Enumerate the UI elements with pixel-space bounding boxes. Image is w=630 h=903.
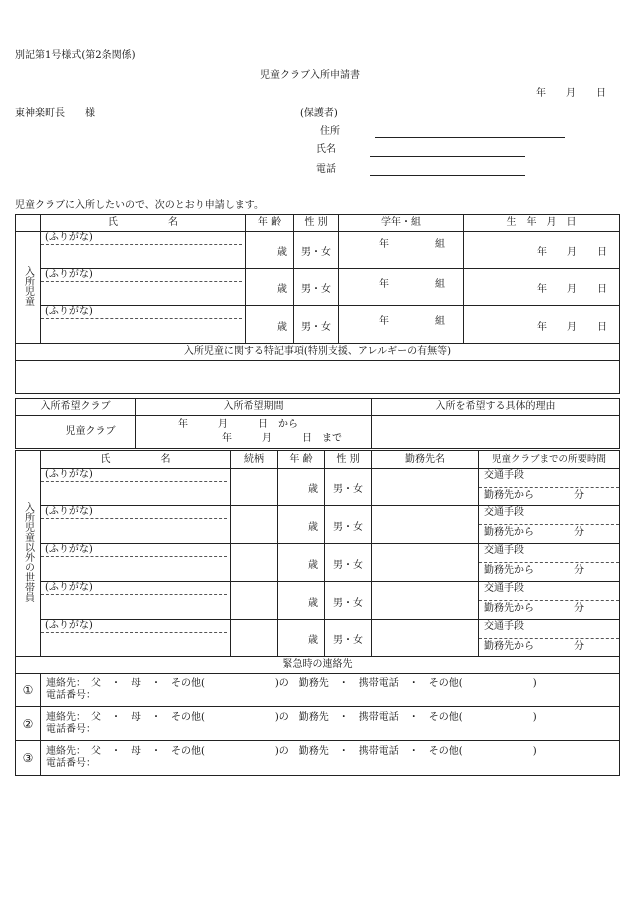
emergency-number: ② [16,707,41,741]
child-age[interactable]: 歳 [246,232,294,269]
child-name-cell[interactable]: (ふりがな) [41,232,246,269]
col-header-club: 入所希望クラブ [16,399,136,416]
emergency-number: ① [16,674,41,707]
member-relation[interactable] [231,620,278,657]
section-label-household: 入所児童以外の世帯員 [16,451,41,657]
child-sex[interactable]: 男・女 [294,269,339,306]
period-table [15,398,620,449]
member-workplace[interactable] [372,620,479,657]
child-birthdate[interactable]: 年 月 日 [464,232,620,269]
member-age[interactable]: 歳 [278,506,325,544]
member-relation[interactable] [231,544,278,582]
phone-label: 電話 [316,164,336,175]
intro-text: 児童クラブに入所したいので、次のとおり申請します。 [15,200,264,211]
member-name-cell[interactable]: (ふりがな) [41,582,231,620]
child-birthdate[interactable]: 年 月 日 [464,269,620,306]
name-label: 氏名 [316,144,336,155]
household-table [15,450,620,776]
member-travel-time[interactable]: 交通手段 勤務先から 分 [479,582,620,620]
child-grade[interactable]: 年 組 [339,269,464,306]
member-sex[interactable]: 男・女 [325,582,372,620]
col-header-sex: 性 別 [294,215,339,232]
child-age[interactable]: 歳 [246,306,294,344]
member-travel-time[interactable]: 交通手段 勤務先から 分 [479,506,620,544]
emergency-contact-line: 連絡先： 父 ・ 母 ・ その他( )の 勤務先 ・ 携帯電話 ・ その他( ) [46,711,537,723]
name-field[interactable] [370,156,525,157]
phone-field[interactable] [370,175,525,176]
col-header-relation: 続柄 [231,451,278,469]
emergency-contact-line: 連絡先： 父 ・ 母 ・ その他( )の 勤務先 ・ 携帯電話 ・ その他( ) [46,746,537,757]
col-header-period: 入所希望期間 [136,399,372,416]
period-field[interactable]: 年 月 日 から 年 月 日 まで [136,416,372,449]
member-sex[interactable]: 男・女 [325,506,372,544]
member-age[interactable]: 歳 [278,544,325,582]
member-travel-time[interactable]: 交通手段 勤務先から 分 [479,544,620,582]
col-header-member-name: 氏 名 [41,451,231,469]
emergency-phone-label: 電話番号： [46,723,96,735]
emergency-phone-label: 電話番号： [46,690,96,701]
form-reference: 別記第1号様式(第2条関係) [15,50,136,61]
member-travel-time[interactable]: 交通手段 勤務先から 分 [479,620,620,657]
member-workplace[interactable] [372,582,479,620]
special-notes-field[interactable] [16,361,620,394]
child-sex[interactable]: 男・女 [294,306,339,344]
col-header-age: 年 齢 [246,215,294,232]
member-age[interactable]: 歳 [278,620,325,657]
member-name-cell[interactable]: (ふりがな) [41,469,231,506]
member-relation[interactable] [231,506,278,544]
emergency-contact-row[interactable] [41,741,620,776]
child-sex[interactable]: 男・女 [294,232,339,269]
col-header-travel-time: 児童クラブまでの所要時間 [479,451,620,469]
member-name-cell[interactable]: (ふりがな) [41,544,231,582]
addressee: 東神楽町長 様 [15,108,95,119]
address-label: 住所 [320,126,340,137]
reason-field[interactable] [372,416,620,449]
member-relation[interactable] [231,582,278,620]
member-sex[interactable]: 男・女 [325,469,372,506]
member-age[interactable]: 歳 [278,582,325,620]
child-name-cell[interactable]: (ふりがな) [41,269,246,306]
date-line: 年 月 日 [536,88,606,99]
emergency-number: ③ [16,741,41,776]
emergency-contact-line: 連絡先： 父 ・ 母 ・ その他( )の 勤務先 ・ 携帯電話 ・ その他( ) [46,678,537,689]
member-travel-time[interactable]: 交通手段 勤務先から 分 [479,469,620,506]
emergency-title: 緊急時の連絡先 [16,657,620,674]
guardian-label: (保護者) [300,108,338,119]
address-field[interactable] [375,137,565,138]
child-age[interactable]: 歳 [246,269,294,306]
child-grade[interactable]: 年 組 [339,232,464,269]
special-notes-header: 入所児童に関する特記事項(特別支援、アレルギーの有無等) [16,344,620,361]
member-name-cell[interactable]: (ふりがな) [41,620,231,657]
member-sex[interactable]: 男・女 [325,544,372,582]
emergency-contact-row[interactable] [41,707,620,741]
member-relation[interactable] [231,469,278,506]
page-title: 児童クラブ入所申請書 [260,70,360,81]
member-age[interactable]: 歳 [278,469,325,506]
col-header-workplace: 勤務先名 [372,451,479,469]
col-header-name: 氏 名 [41,215,246,232]
member-workplace[interactable] [372,544,479,582]
emergency-phone-label: 電話番号： [46,758,96,769]
member-sex[interactable]: 男・女 [325,620,372,657]
member-name-cell[interactable]: (ふりがな) [41,506,231,544]
section-label-children: 入所児童 [16,232,41,344]
member-workplace[interactable] [372,506,479,544]
children-table [15,214,620,394]
child-birthdate[interactable]: 年 月 日 [464,306,620,344]
child-grade[interactable]: 年 組 [339,306,464,344]
col-header-reason: 入所を希望する具体的理由 [372,399,620,416]
col-header-grade: 学年・組 [339,215,464,232]
child-name-cell[interactable]: (ふりがな) [41,306,246,344]
emergency-contact-row[interactable] [41,674,620,707]
member-workplace[interactable] [372,469,479,506]
col-header-birthdate: 生 年 月 日 [464,215,620,232]
col-header-member-age: 年 齢 [278,451,325,469]
club-name-field[interactable]: 児童クラブ [16,416,136,449]
col-header-member-sex: 性 別 [325,451,372,469]
